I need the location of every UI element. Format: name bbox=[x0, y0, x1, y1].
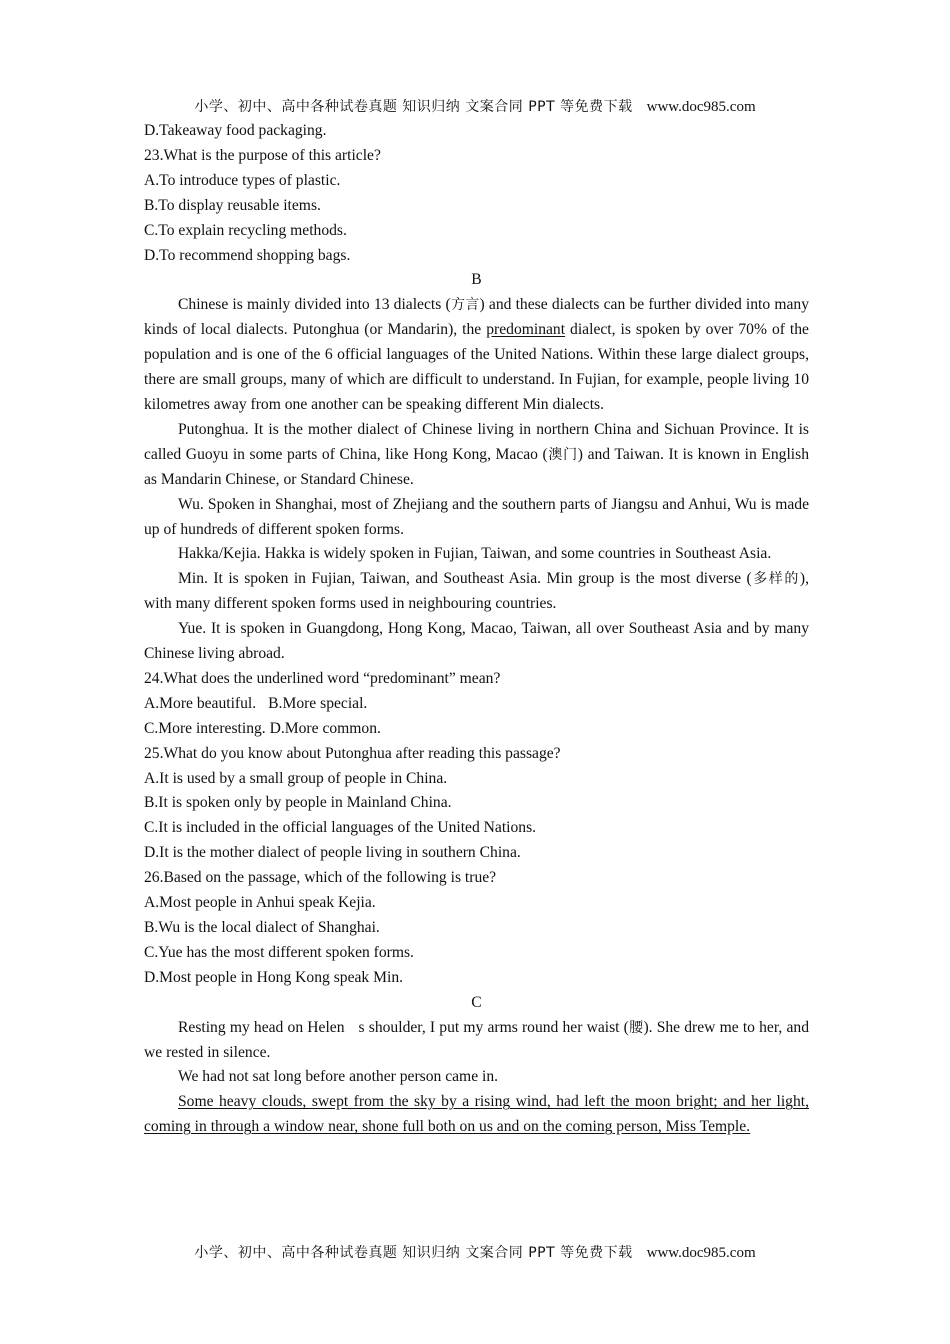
option: C.More interesting. bbox=[144, 719, 266, 737]
question-23 bbox=[144, 144, 809, 269]
chinese-gloss: 澳门 bbox=[547, 446, 578, 463]
passage-b-hakka: Hakka/Kejia. Hakka is widely spoken in Fujian, Taiwan, and some countries in Southeast Asia. bbox=[178, 545, 772, 563]
option: B.To display reusable items. bbox=[144, 196, 321, 214]
option: B.It is spoken only by people in Mainland China. bbox=[144, 794, 452, 812]
header-text: 小学、初中、高中各种试卷真题 知识归纳 文案合同 PPT 等免费下载 bbox=[194, 99, 633, 115]
passage-c-paragraph-2: We had not sat long before another person came in. bbox=[178, 1068, 499, 1086]
passage-c-paragraph-1 bbox=[144, 1016, 809, 1066]
chinese-gloss: 腰 bbox=[628, 1019, 644, 1036]
passage-c-paragraph-3 bbox=[144, 1090, 809, 1140]
option: D.To recommend shopping bags. bbox=[144, 246, 351, 264]
text-span: Putonghua. It is the mother dialect of Chinese living in northern China and Sichuan Province. It is called Guoyu in some parts of China, like Hong Kong, Macao ( bbox=[144, 420, 809, 463]
option: A.It is used by a small group of people in China. bbox=[144, 769, 448, 787]
question-25 bbox=[144, 742, 809, 867]
text-span: Resting my head on Helen bbox=[178, 1018, 345, 1036]
option: B.More special. bbox=[268, 694, 368, 712]
document-body bbox=[144, 119, 809, 1140]
text-span: s shoulder, I put my arms round her waist ( bbox=[358, 1018, 629, 1036]
footer-text: 小学、初中、高中各种试卷真题 知识归纳 文案合同 PPT 等免费下载 bbox=[194, 1245, 633, 1261]
passage-b-wu: Wu. Spoken in Shanghai, most of Zhejiang and the southern parts of Jiangsu and Anhui, Wu is made up of hundreds of different spoken forms. bbox=[144, 495, 809, 538]
option-row bbox=[144, 717, 809, 742]
passage-b-min bbox=[144, 567, 809, 617]
passage-b-intro bbox=[144, 293, 809, 418]
question-24 bbox=[144, 667, 809, 742]
question-text: 26.Based on the passage, which of the following is true? bbox=[144, 869, 497, 887]
option: A.To introduce types of plastic. bbox=[144, 171, 341, 189]
chinese-gloss: 方言 bbox=[450, 297, 480, 314]
option: D.Most people in Hong Kong speak Min. bbox=[144, 968, 404, 986]
text-span: ) and Taiwan. It is known in English as Mandarin Chinese, or Standard Chinese. bbox=[144, 445, 809, 488]
underlined-word: predominant bbox=[486, 321, 566, 339]
question-text: 23.What is the purpose of this article? bbox=[144, 146, 381, 164]
text-span: ) and these dialects can be further divided into many kinds of local dialects. Putonghua (or Mandarin), the bbox=[144, 296, 810, 339]
chinese-gloss: 多样的 bbox=[751, 571, 800, 588]
section-heading-c: C bbox=[471, 993, 482, 1011]
carryover-option: D.Takeaway food packaging. bbox=[144, 122, 327, 139]
text-span: ), with many different spoken forms used in neighbouring countries. bbox=[144, 570, 809, 613]
passage-b-putonghua bbox=[144, 418, 809, 493]
text-span: ). She drew me to her, and we rested in silence. bbox=[144, 1018, 810, 1061]
footer-url[interactable]: www.doc985.com bbox=[646, 1245, 756, 1261]
question-text: 24.What does the underlined word “predominant” mean? bbox=[144, 669, 501, 687]
option-row bbox=[144, 692, 809, 717]
header-url[interactable]: www.doc985.com bbox=[646, 99, 756, 115]
option: D.It is the mother dialect of people living in southern China. bbox=[144, 844, 521, 862]
option: B.Wu is the local dialect of Shanghai. bbox=[144, 919, 380, 936]
option: C.Yue has the most different spoken forms. bbox=[144, 943, 414, 961]
text-span: Min. It is spoken in Fujian, Taiwan, and Southeast Asia. Min group is the most diverse ( bbox=[178, 570, 752, 588]
option: C.It is included in the official languages of the United Nations. bbox=[144, 819, 537, 837]
question-26 bbox=[144, 866, 809, 991]
option: A.Most people in Anhui speak Kejia. bbox=[144, 894, 376, 912]
option: A.More beautiful. bbox=[144, 694, 257, 712]
text-span: Chinese is mainly divided into 13 dialects ( bbox=[178, 296, 451, 314]
page-header bbox=[0, 97, 950, 117]
question-text: 25.What do you know about Putonghua after reading this passage? bbox=[144, 744, 561, 762]
underlined-sentence: Some heavy clouds, swept from the sky by a rising wind, had left the moon bright; and her light, coming in through a window near, shone full both on us and on the coming person, Miss Temple. bbox=[144, 1093, 809, 1136]
section-heading-b: B bbox=[471, 271, 482, 289]
passage-b-yue: Yue. It is spoken in Guangdong, Hong Kong, Macao, Taiwan, all over Southeast Asia and by many Chinese living abroad. bbox=[144, 620, 809, 663]
text-span: dialect, is spoken by over 70% of the population and is one of the 6 official languages of the United Nations. Within these large dialect groups, there are small groups, many of which are difficult to understand. In Fujian, for example, people living 10 kilometres away from one another can be speaking different Min dialects. bbox=[144, 321, 809, 413]
page-footer bbox=[0, 1243, 950, 1263]
option: D.More common. bbox=[269, 719, 381, 737]
option: C.To explain recycling methods. bbox=[144, 221, 347, 239]
